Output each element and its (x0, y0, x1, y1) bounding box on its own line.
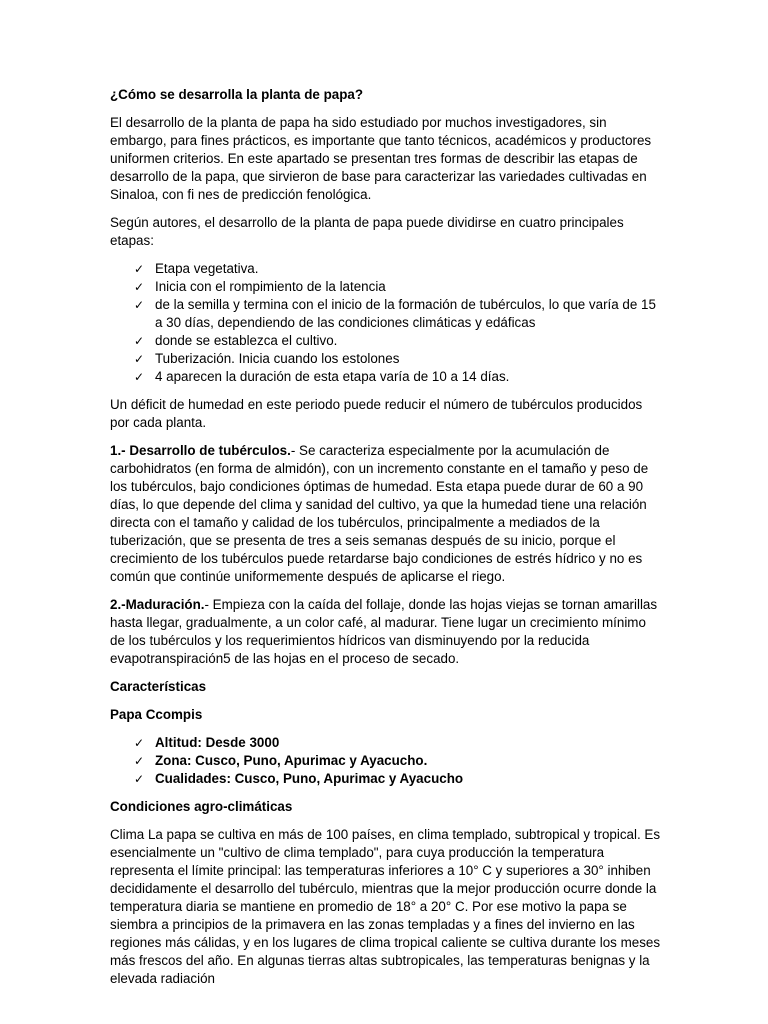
check-mark-icon: ✓ (133, 754, 145, 768)
clima-paragraph: Clima La papa se cultiva en más de 100 países, en clima templado, subtropical y tropical. Es esencialmente un "cultivo de clima templado", para cuya producción la temperatura representa el límite principal: las temperaturas inferiores a 10° C y superiores a 30° inhiben decididamente el desarrollo del tubérculo, mientras que la mejor producción ocurre donde la temperatura diaria se mantiene en promedio de 18° a 20° C. Por ese motivo la papa se siembra a principios de la primavera en las zonas templadas y a fines del invierno en las regiones más cálidas, y en los lugares de clima tropical caliente se cultiva durante los meses más frescos del año. En algunas tierras altas subtropicales, las temperaturas benignas y la elevada radiación (110, 827, 661, 986)
check-mark-icon: ✓ (133, 262, 145, 276)
list-item (110, 350, 662, 368)
intro-paragraph: El desarrollo de la planta de papa ha sido estudiado por muchos investigadores, sin embargo, para fines prácticos, es importante que tanto técnicos, académicos y productores uniformen criterios. En este apartado se presentan tres formas de describir las etapas de desarrollo de la papa, que sirvieron de base para caracterizar las variedades cultivadas en Sinaloa, con fi nes de predicción fenológica. (110, 115, 652, 202)
list-item-text: donde se establezca el cultivo. (155, 333, 338, 348)
list-item (110, 332, 662, 350)
list-item-text: Cualidades: Cusco, Puno, Apurimac y Ayacucho (155, 771, 464, 786)
check-mark-icon: ✓ (133, 370, 145, 384)
section1-paragraph (110, 442, 662, 586)
section2-lead: 2.-Maduración. (110, 597, 205, 612)
list-item-text: Tuberización. Inicia cuando los estolones (155, 351, 400, 366)
list-item (110, 734, 662, 752)
list-item-text: Inicia con el rompimiento de la latencia (155, 279, 386, 294)
list-item-text: 4 aparecen la duración de esta etapa varía de 10 a 14 días. (155, 369, 510, 384)
check-mark-icon: ✓ (133, 772, 145, 786)
list-item-text: Altitud: Desde 3000 (155, 735, 280, 750)
section2-paragraph (110, 596, 662, 668)
agro-heading: Condiciones agro-climáticas (110, 799, 293, 814)
check-mark-icon: ✓ (133, 334, 145, 348)
list-item (110, 260, 662, 278)
list-item (110, 752, 662, 770)
list-item (110, 368, 662, 386)
list-item-text: Etapa vegetativa. (155, 261, 259, 276)
section1-lead: 1.- Desarrollo de tubérculos. (110, 443, 291, 458)
section1-body: - Se caracteriza especialmente por la acumulación de carbohidratos (en forma de almidón), con un incremento constante en el tamaño y peso de los tubérculos, bajo condiciones óptimas de humedad. Esta etapa puede durar de 60 a 90 días, lo que depende del clima y sanidad del cultivo, ya que la humedad tiene una relación directa con el tamaño y calidad de los tubérculos, principalmente a mediados de la tuberización, que se presenta de tres a seis semanas después de su inicio, porque el crecimiento de los tubérculos puede retardarse bajo condiciones de estrés hídrico y no es común que continúe uniformemente después de aplicarse el riego. (110, 443, 649, 584)
document-body (110, 86, 662, 998)
papa-heading: Papa Ccompis (110, 707, 203, 722)
check-mark-icon: ✓ (133, 280, 145, 294)
check-mark-icon: ✓ (133, 736, 145, 750)
characteristics-heading: Características (110, 679, 207, 694)
check-mark-icon: ✓ (133, 298, 145, 312)
list-item (110, 278, 662, 296)
authors-paragraph: Según autores, el desarrollo de la planta de papa puede dividirse en cuatro principales etapas: (110, 215, 624, 248)
list-item (110, 296, 662, 332)
list-item-text: Zona: Cusco, Puno, Apurimac y Ayacucho. (155, 753, 428, 768)
papa-list (110, 734, 662, 788)
list-item-text: de la semilla y termina con el inicio de la formación de tubérculos, lo que varía de 15 a 30 días, dependiendo de las condiciones climáticas y edáficas (155, 297, 656, 330)
section2-body: - Empieza con la caída del follaje, donde las hojas viejas se tornan amarillas hasta llegar, gradualmente, a un color café, al madurar. Tiene lugar un crecimiento mínimo de los tubérculos y los requerimientos hídricos van disminuyendo por la reducida evapotranspiración5 de las hojas en el proceso de secado. (110, 597, 658, 666)
document-title: ¿Cómo se desarrolla la planta de papa? (110, 87, 364, 102)
stages-list (110, 260, 662, 386)
deficit-paragraph: Un déficit de humedad en este periodo puede reducir el número de tubérculos producidos por cada planta. (110, 397, 643, 430)
check-mark-icon: ✓ (133, 352, 145, 366)
list-item (110, 770, 662, 788)
